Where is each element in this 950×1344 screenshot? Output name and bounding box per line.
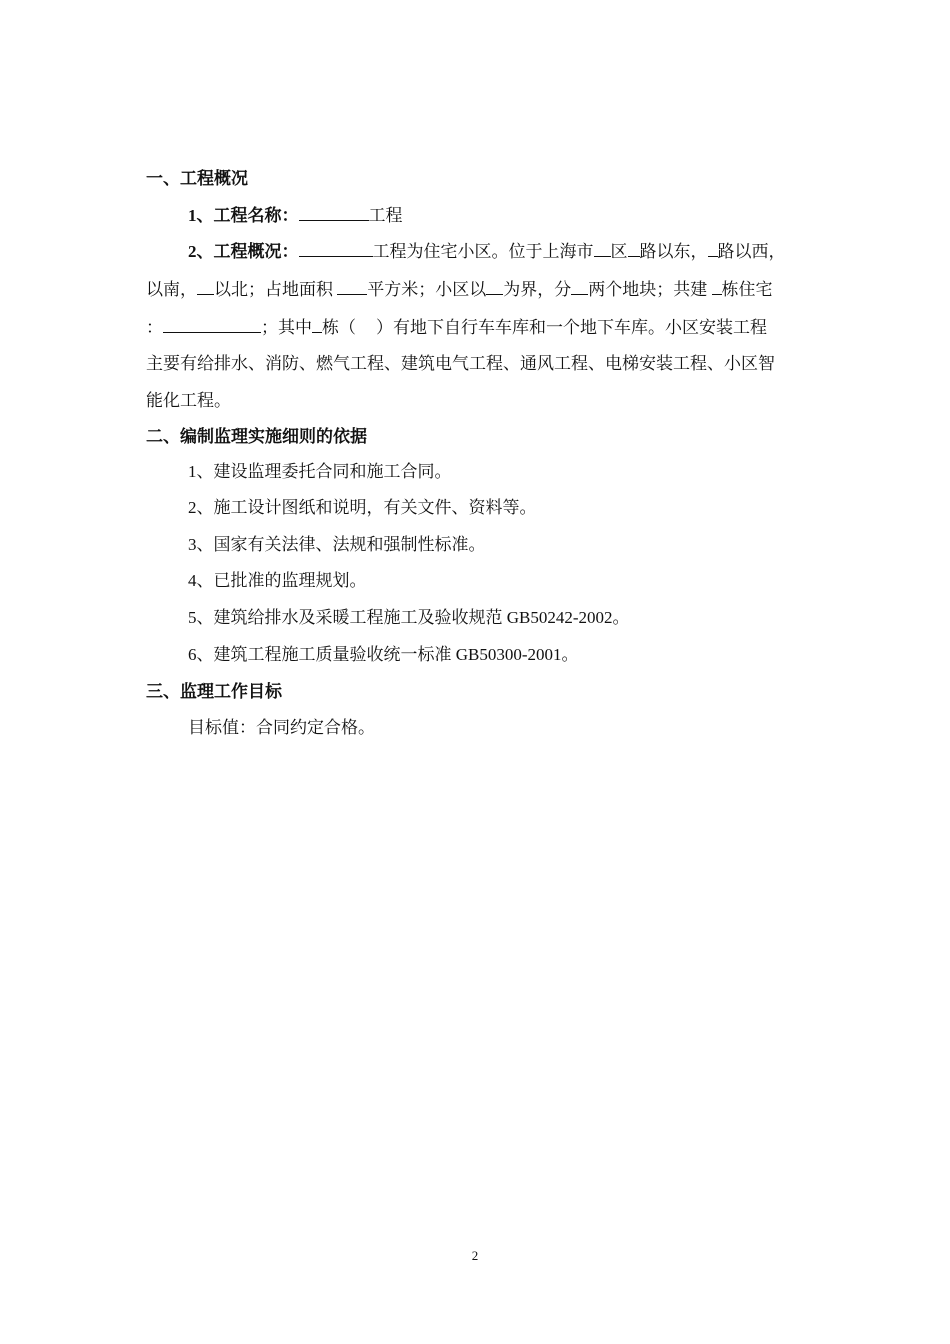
overview-blank-8	[571, 277, 588, 295]
overview-line-5: 能化工程。	[146, 391, 231, 410]
basis-item-2: 2、施工设计图纸和说明，有关文件、资料等。	[188, 498, 537, 517]
project-name-suffix: 工程	[368, 206, 403, 225]
overview-line-3	[146, 315, 767, 339]
overview-blank-10	[163, 315, 261, 333]
overview-text-12: ；其中	[261, 318, 312, 337]
project-name-label: 1、工程名称：	[188, 206, 299, 225]
overview-blank-1	[299, 239, 373, 257]
overview-line-2	[146, 277, 773, 301]
overview-text-7: 平方米；小区以	[367, 280, 487, 299]
project-name-line	[188, 203, 403, 227]
overview-text-10: 栋住宅	[721, 280, 773, 299]
overview-text-8: 为界，分	[503, 280, 572, 299]
overview-text-9: 两个地块；共建	[588, 280, 708, 299]
overview-blank-3	[628, 239, 640, 257]
basis-item-4: 4、已批准的监理规划。	[188, 571, 367, 590]
overview-blank-5	[197, 277, 214, 295]
overview-line-4: 主要有给排水、消防、燃气工程、建筑电气工程、通风工程、电梯安装工程、小区智	[146, 354, 775, 373]
overview-text-13: 栋（	[322, 318, 356, 337]
basis-item-3: 3、国家有关法律、法规和强制性标准。	[188, 535, 486, 554]
overview-text-1: 工程为住宅小区。位于上海市	[372, 242, 594, 261]
project-name-blank	[299, 203, 369, 221]
target-value: 目标值：合同约定合格。	[188, 718, 375, 737]
section1-heading: 一、工程概况	[146, 169, 248, 188]
overview-text-14: ）有地下自行车车库和一个地下车库。小区安装工程	[376, 318, 767, 337]
overview-line-1	[188, 239, 786, 263]
overview-label: 2、工程概况：	[188, 242, 299, 261]
overview-text-4: 路以西，	[717, 242, 786, 261]
overview-blank-2	[594, 239, 611, 257]
section3-heading: 三、监理工作目标	[146, 682, 282, 701]
basis-item-6: 6、建筑工程施工质量验收统一标准 GB50300-2001。	[188, 645, 579, 664]
page-number: 2	[471, 1248, 479, 1263]
overview-blank-4	[708, 239, 718, 257]
overview-blank-9	[712, 277, 722, 295]
overview-text-11: ：	[146, 318, 163, 337]
basis-item-1: 1、建设监理委托合同和施工合同。	[188, 462, 452, 481]
overview-text-6: 以北；占地面积	[214, 280, 333, 299]
basis-item-5: 5、建筑给排水及采暖工程施工及验收规范 GB50242-2002。	[188, 608, 630, 627]
overview-text-3: 路以东，	[639, 242, 708, 261]
overview-text-5: 以南，	[146, 280, 197, 299]
overview-text-2: 区	[610, 242, 628, 261]
overview-blank-7	[486, 277, 503, 295]
overview-blank-11	[312, 315, 322, 333]
overview-blank-6	[337, 277, 367, 295]
section2-heading: 二、编制监理实施细则的依据	[146, 427, 367, 446]
